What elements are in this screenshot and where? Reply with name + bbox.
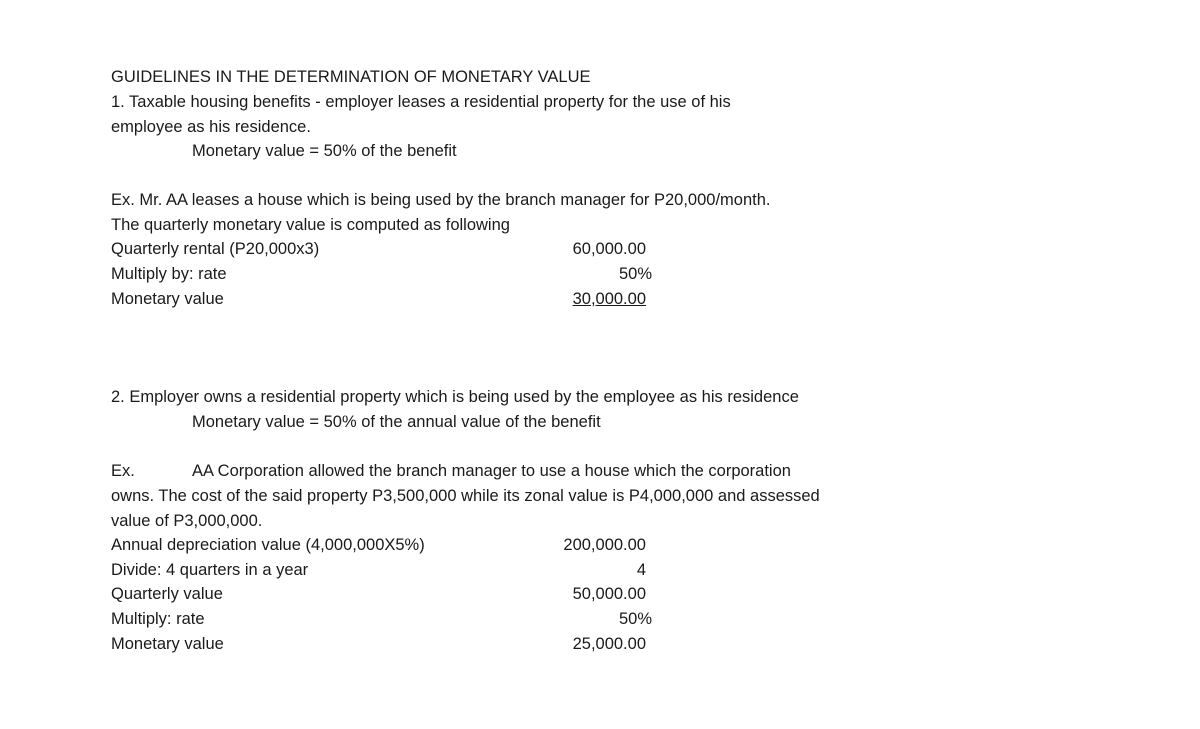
item1-formula: Monetary value = 50% of the benefit	[192, 142, 457, 160]
item1-line1: 1. Taxable housing benefits - employer leases a residential property for the use of his	[111, 93, 731, 111]
item1-row-amount: 60,000.00	[572, 240, 646, 258]
item1-row-label: Monetary value	[111, 290, 224, 308]
item1-example-line1: Ex. Mr. AA leases a house which is being used by the branch manager for P20,000/month.	[111, 191, 771, 209]
item2-row-label: Annual depreciation value (4,000,000X5%)	[111, 536, 425, 554]
item1-row-amount: 30,000.00	[572, 290, 646, 308]
item2-row-label: Quarterly value	[111, 585, 223, 603]
item1-row-label: Multiply by: rate	[111, 265, 227, 283]
item2-example-label: Ex.	[111, 462, 135, 480]
item2-row-amount: 200,000.00	[563, 536, 646, 554]
item2-example-line1: AA Corporation allowed the branch manager to use a house which the corporation	[192, 462, 791, 480]
item2-example-line2: owns. The cost of the said property P3,500,000 while its zonal value is P4,000,000 and assessed	[111, 487, 820, 505]
item2-row-amount: 25,000.00	[572, 635, 646, 653]
item2-row-label: Multiply: rate	[111, 610, 205, 628]
item1-row-amount: 50%	[618, 265, 652, 283]
item2-line1: 2. Employer owns a residential property which is being used by the employee as his residence	[111, 388, 799, 406]
section-title: GUIDELINES IN THE DETERMINATION OF MONETARY VALUE	[111, 68, 591, 86]
item2-row-amount: 4	[636, 561, 646, 579]
item2-example-line3: value of P3,000,000.	[111, 512, 263, 530]
item1-row-label: Quarterly rental (P20,000x3)	[111, 240, 320, 258]
item2-formula: Monetary value = 50% of the annual value of the benefit	[192, 413, 601, 431]
item2-row-amount: 50,000.00	[572, 585, 646, 603]
item1-line2: employee as his residence.	[111, 118, 311, 136]
item2-row-amount: 50%	[618, 610, 652, 628]
item2-row-label: Divide: 4 quarters in a year	[111, 561, 309, 579]
item2-row-label: Monetary value	[111, 635, 224, 653]
item1-example-line2: The quarterly monetary value is computed as following	[111, 216, 510, 234]
